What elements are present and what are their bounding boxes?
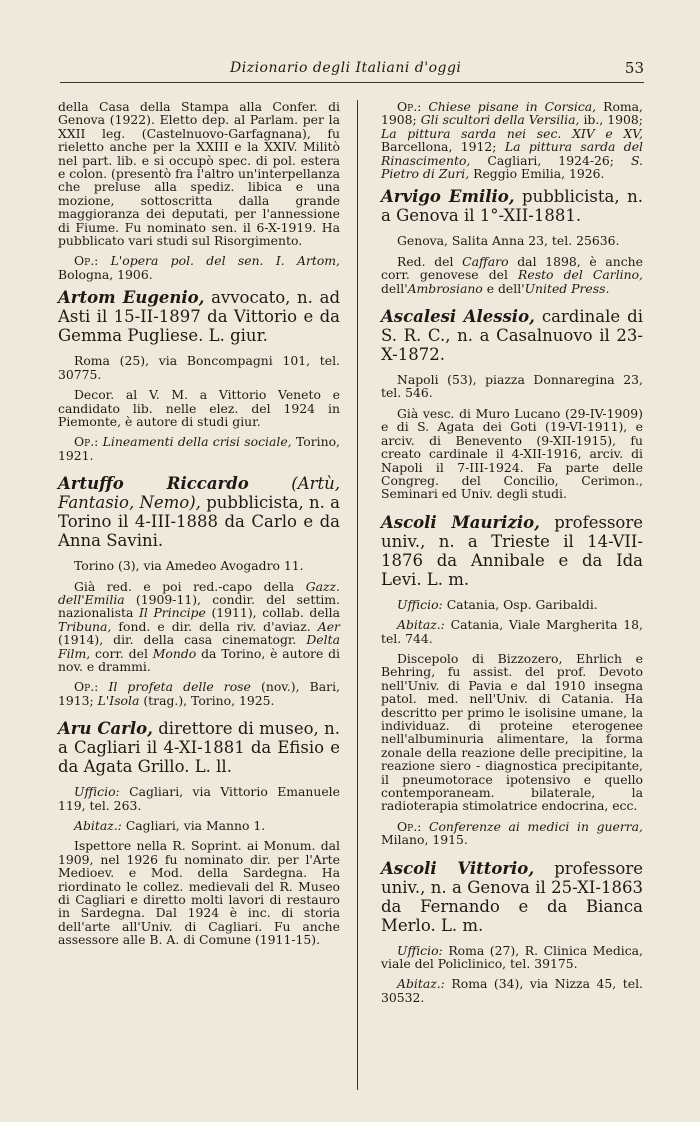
work-title: United Press. — [524, 280, 610, 296]
entry-name: Ascoli Maurizio, — [381, 512, 540, 532]
entry-heading-text: pubblicista, n. a Torino il 4-III-1888 da Carlo e da Anna Savini. — [58, 493, 340, 551]
entry-ascoli-maurizio — [381, 513, 643, 847]
page-number: 53 — [624, 59, 644, 77]
entry-artom-eugenio — [58, 288, 340, 462]
entry-heading-text: direttore di museo, n. a Cagliari il 4-XI-1881 da Efisio e da Agata Grillo. L. ll. — [58, 719, 341, 777]
entry-works — [381, 820, 643, 847]
entry-heading-text: cardinale di S. R. C., n. a Casalnuovo il 23-X-1872. — [381, 307, 643, 365]
entry-ascalesi-alessio — [381, 307, 643, 501]
work-title: Lineamenti della crisi sociale, — [102, 434, 292, 450]
entry-home: Abitaz.: Roma (34), via Nizza 45, tel. 30532. — [381, 976, 643, 1005]
entry-name: Ascalesi Alessio, — [381, 307, 535, 327]
work-title: Il profeta delle rose — [108, 679, 251, 695]
entry-heading — [381, 187, 643, 225]
entry-heading — [381, 513, 643, 589]
entry-name: Arvigo Emilio, — [381, 187, 515, 207]
entry-heading — [381, 859, 643, 935]
entry-heading-text: avvocato, n. ad Asti il 15-II-1897 da Vittorio e da Gemma Pugliese. L. giur. — [58, 288, 341, 346]
entry-heading-text: professore univ., n. a Trieste il 14-VII-1876 da Annibale e da Ida Levi. L. m. — [381, 512, 643, 589]
entry-works: Op.: Il profeta delle rose (nov.), Bari, 1913; L'Isola (trag.), Torino, 1925. — [58, 679, 340, 708]
entry-name: Artuffo Riccardo — [58, 474, 249, 494]
entry-home: Abitaz.: Cagliari, via Manno 1. — [74, 818, 266, 833]
continuation-works: Op.: Chiese pisane in Corsica, Roma, 1908; Gli scultori della Versilia, ib., 1908; La pittura sarda nei sec. XIV e XV, Barcellona, 1912; La pittura sarda del Rinascimento, Cagliari, 1924-26; S. Pietro di Zuri, Reggio Emilia, 1926. — [381, 99, 643, 182]
entry-heading-text: pubblicista, n. a Genova il 1°-XII-1881. — [381, 187, 644, 226]
work-title: Mondo — [152, 645, 197, 661]
entry-address: Roma (25), via Boncompagni 101, tel. 30775. — [58, 353, 340, 382]
work-title: Gli scultori della Versilia, — [420, 112, 580, 128]
entry-alias: (Artù, Fantasio, Nemo), — [58, 474, 341, 513]
work-place: Milano, 1915. — [381, 832, 468, 848]
entry-address: Napoli (53), piazza Donnaregina 23, tel. 546. — [381, 372, 643, 401]
entry-home: Abitaz.: Catania, Viale Margherita 18, tel. 744. — [381, 617, 643, 646]
entry-body: Già red. e poi red.-capo della Gazz. dell'Emilia (1909-11), condir. del settim. nazionalista Il Principe (1911), collab. della Tribuna, fond. e dir. della riv. d'aviaz. Aer (1914), dir. della casa cinematogr. Delta Film, corr. del Mondo da Torino, è autore di nov. e drammi. — [58, 578, 340, 674]
entry-body: Discepolo di Bizzozero, Ehrlich e Behring, fu assist. del prof. Devoto nell'Univ. di Pavia e dal 1910 insegna patol. med. nell'Univ. di Catania. Ha descritto per primo le isolisine umane, la individuaz. di proteine eterogenee nell'albuminuria alimentare, la forma zonale della reazione delle precipitine, la reazione siero - diagnostica precipitante, il pneumotorace ipotensivo e quello contemporaneam. bilaterale, la radioterapia stimolatrice endocrina, ecc. — [381, 650, 643, 814]
running-head — [60, 58, 644, 83]
work-title: Conferenze ai medici in guerra, — [428, 818, 643, 834]
work-place: Torino, 1921. — [58, 434, 340, 463]
entry-office: Ufficio: Roma (27), R. Clinica Medica, viale del Policlinico, tel. 39175. — [381, 942, 643, 972]
work-title: Il Principe — [138, 605, 206, 621]
entry-name: Artom Eugenio, — [58, 288, 205, 308]
work-title: La pittura sarda del Rinascimento, — [381, 139, 643, 168]
works-label: Op.: — [74, 253, 99, 269]
works-label: Op.: — [397, 818, 422, 834]
work-title: Tribuna, — [58, 618, 112, 634]
works-label: Op.: — [74, 679, 99, 695]
work-title: Delta Film, — [58, 632, 340, 661]
work-title: Aer — [317, 618, 340, 634]
entry-aru-carlo — [58, 719, 340, 946]
entry-works — [58, 435, 340, 462]
work-title: Gazz. dell'Emilia — [58, 578, 340, 607]
entry-body: Red. del Caffaro dal 1898, è anche corr. genovese del Resto del Carlino, dell'Ambrosiano e dell'United Press. — [381, 253, 643, 296]
entry-ascoli-vittorio — [381, 859, 643, 1005]
entry-body: Decor. al V. M. a Vittorio Veneto e candidato lib. nelle elez. del 1924 in Piemonte, è autore di studi giur. — [58, 387, 340, 429]
entry-name: Aru Carlo, — [58, 719, 153, 739]
work-title: Caffaro — [462, 253, 509, 269]
entry-office: Ufficio: Cagliari, via Vittorio Emanuele 119, tel. 263. — [58, 784, 340, 813]
entry-heading — [58, 288, 340, 345]
entry-heading-text: professore univ., n. a Genova il 25-XI-1863 da Fernando e da Bianca Merlo. L. m. — [381, 858, 643, 935]
work-title: S. Pietro di Zuri, — [381, 152, 643, 182]
entry-heading — [58, 474, 340, 550]
running-title: Dizionario degli Italiani d'oggi — [230, 60, 462, 76]
entry-address: Torino (3), via Amedeo Avogadro 11. — [74, 558, 304, 574]
continuation-works — [58, 254, 340, 281]
left-column — [58, 100, 340, 959]
work-title: L'opera pol. del sen. I. Artom, — [110, 253, 340, 269]
entry-heading — [381, 307, 643, 364]
continuation-text: della Casa della Stampa alla Confer. di Genova (1922). Eletto dep. al Parlam. per la XXII leg. (Castelnuovo-Garfagnana), fu rieletto anche per la XXIII e la XXIV. Militò nel part. lib. e si occupò spec. di pol. estera e colon. (presentò fra l'altro un'interpellanza che preluse alla spediz. libica e una mozione, sottoscritta dalla grande maggioranza dei deputati, per l'annessione di Fiume. Fu nominato sen. il 6-X-1919. Ha pubblicato vari studi sul Risorgimento. — [58, 99, 340, 249]
work-title: La pittura sarda nei sec. XIV e XV, — [381, 125, 643, 141]
entry-office: Ufficio: Catania, Osp. Garibaldi. — [397, 596, 598, 612]
work-place: Bologna, 1906. — [58, 266, 153, 282]
work-title: Chiese pisane in Corsica, — [428, 99, 597, 114]
entry-artuffo-riccardo — [58, 474, 340, 707]
column-divider — [357, 100, 358, 1090]
entry-body: Ispettore nella R. Soprint. ai Monum. dal 1909, nel 1926 fu nominato dir. per l'Arte Medioev. e Mod. della Sardegna. Ha riordinato le collez. medievali del R. Museo di Cagliari e diretto molti lavori di restauro in Sardegna. Dal 1924 è inc. di storia dell'arte all'Univ. di Cagliari. Fu anche assessore alle B. A. di Comune (1911-15). — [58, 838, 340, 948]
work-title: L'Isola — [97, 692, 140, 708]
entry-address: Genova, Salita Anna 23, tel. 25636. — [397, 233, 620, 249]
work-title: Resto del Carlino, — [518, 267, 643, 283]
entry-body: Già vesc. di Muro Lucano (29-IV-1909) e di S. Agata dei Goti (19-VI-1911), e arciv. di Benevento (9-XII-1915), fu creato cardinale il 4-XII-1916, arciv. di Napoli il 7-III-1924. Fa parte delle Congreg. del Concilio, Cerimon., Seminari ed Univ. degli studi. — [381, 405, 643, 502]
works-label: Op.: — [397, 99, 422, 114]
entry-name: Ascoli Vittorio, — [381, 858, 535, 878]
works-label: Op.: — [74, 434, 99, 450]
work-title: Ambrosiano — [407, 280, 483, 296]
entry-arvigo-emilio — [381, 187, 643, 295]
right-column — [381, 100, 643, 1016]
entry-heading — [58, 719, 340, 776]
